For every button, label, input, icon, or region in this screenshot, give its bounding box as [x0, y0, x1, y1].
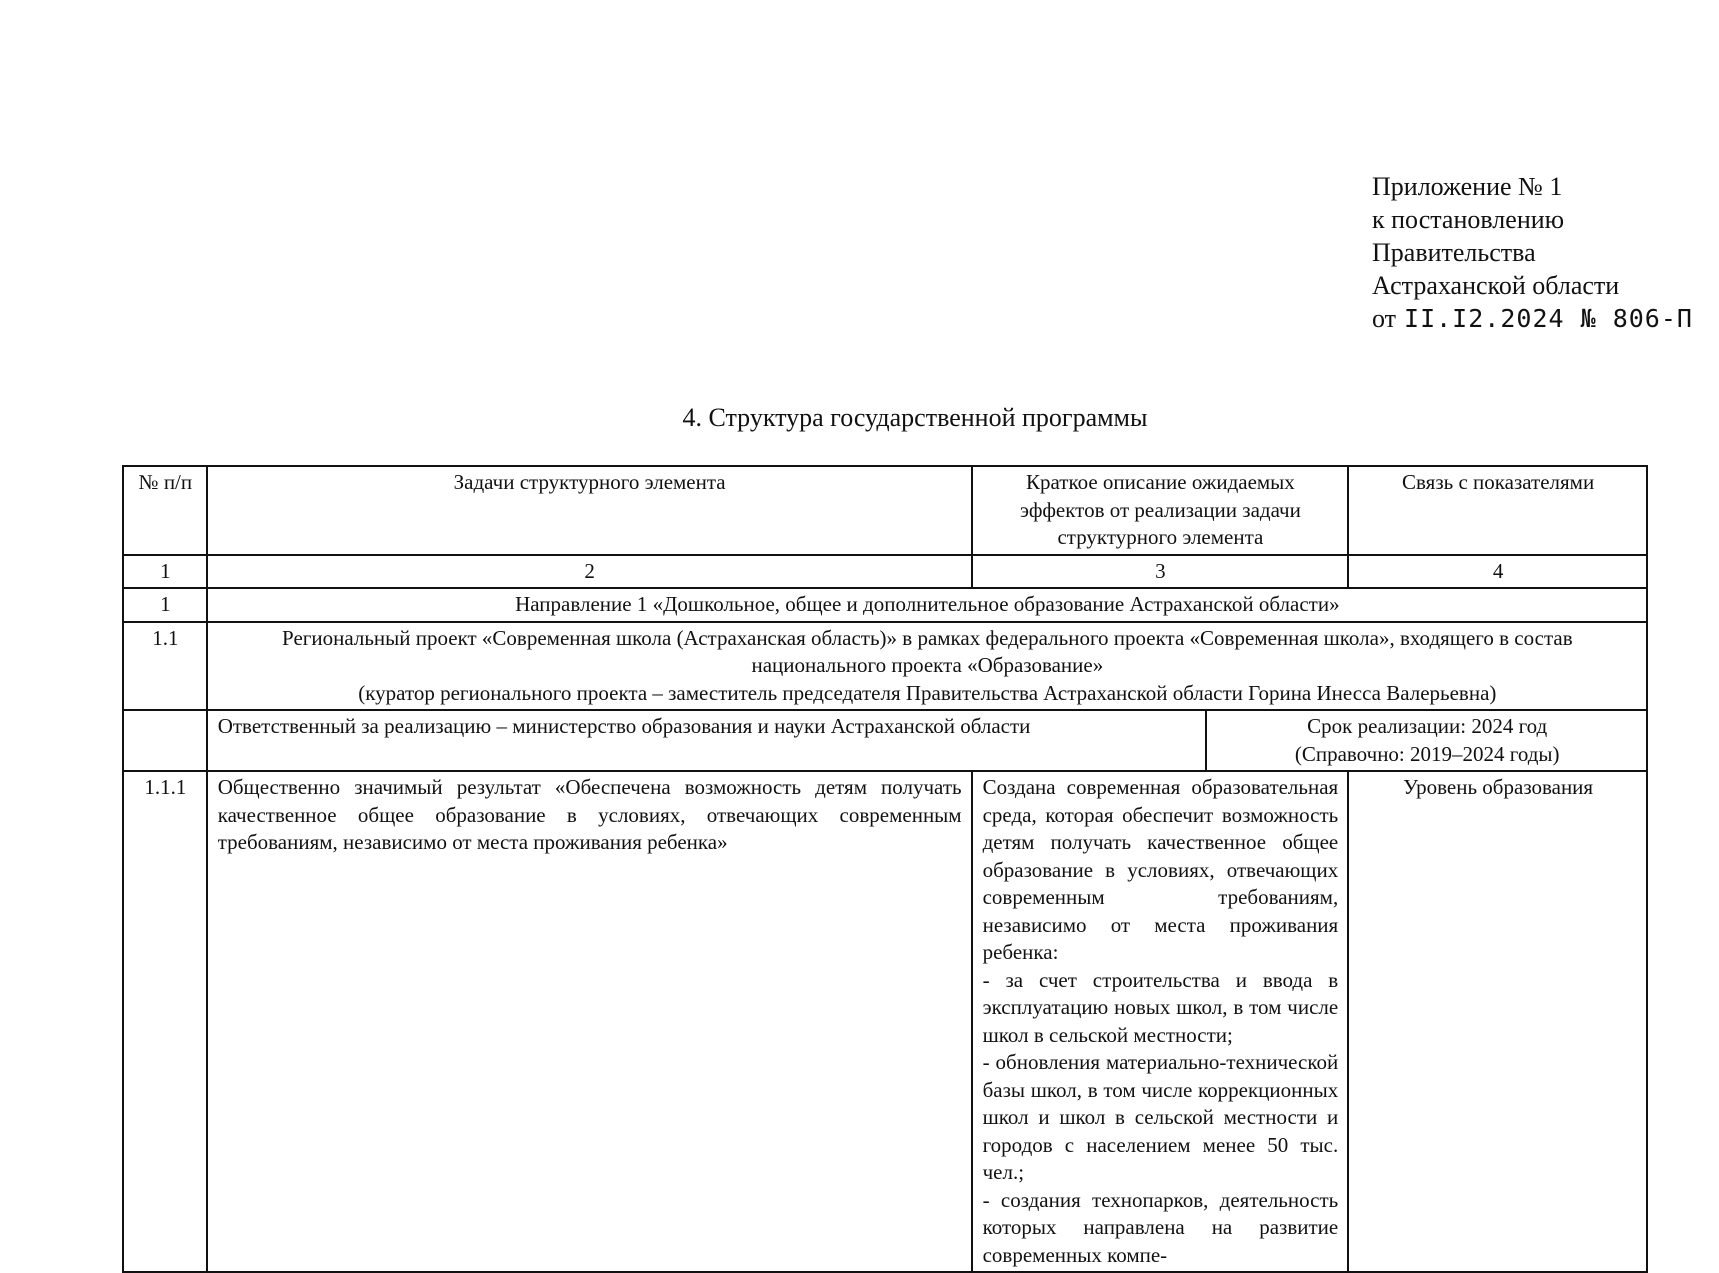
appendix-date-stamp: II.I2.2024 № 806-П [1404, 304, 1693, 333]
responsible-row [123, 710, 1647, 771]
appendix-date-line [1372, 302, 1693, 335]
result-num: 1.1.1 [123, 771, 207, 1272]
responsible-text: Ответственный за реализацию – министерство образования и науки Астраханской области [207, 710, 1207, 771]
header-effects: Краткое описание ожидаемых эффектов от реализации задачи структурного элемента [972, 466, 1349, 555]
project-curator: (куратор регионального проекта – заместитель председателя Правительства Астраханской области Горина Инесса Валерьевна) [358, 680, 1497, 705]
table-header-row [123, 466, 1647, 555]
result-effect: Создана современная образовательная среда, которая обеспечит возможность детям получать качественное общее образование в условиях, отвечающих современным требованиям, независимо от места проживания ребенка: - за счет строительства и ввода в эксплуатацию новых школ, в том числе школ в сельской местности; - обновления материально-технической базы школ, в том числе коррекционных школ и школ в сельской местности и городов с населением менее 50 тыс. чел.; - создания технопарков, деятельность которых направлена на развитие современных компе- [972, 771, 1349, 1272]
appendix-line-1: Приложение № 1 [1372, 172, 1563, 201]
appendix-block [1372, 170, 1693, 335]
program-structure-table [122, 465, 1648, 1273]
col-number-4: 4 [1348, 555, 1647, 589]
section-title: 4. Структура государственной программы [682, 403, 1148, 432]
result-task: Общественно значимый результат «Обеспечена возможность детям получать качественное общее образование в условиях, отвечающих современным требованиям, независимо от места проживания ребенка» [207, 771, 972, 1272]
term-reference: (Справочно: 2019–2024 годы) [1294, 741, 1560, 766]
header-num: № п/п [123, 466, 207, 555]
result-indicator: Уровень образования [1348, 771, 1647, 1272]
project-text: Региональный проект «Современная школа (Астраханская область)» в рамках федерального проекта «Современная школа», входящего в состав национального проекта «Образование» [282, 625, 1573, 677]
direction-text: Направление 1 «Дошкольное, общее и дополнительное образование Астраханской области» [207, 588, 1647, 622]
header-tasks: Задачи структурного элемента [207, 466, 972, 555]
appendix-line-3: Правительства [1372, 238, 1536, 267]
term-cell [1206, 710, 1647, 771]
project-cell [207, 622, 1647, 711]
appendix-line-2: к постановлению [1372, 205, 1565, 234]
direction-num: 1 [123, 588, 207, 622]
col-number-3: 3 [972, 555, 1349, 589]
responsible-num-empty [123, 710, 207, 771]
column-numbers-row [123, 555, 1647, 589]
project-num: 1.1 [123, 622, 207, 711]
table-row [123, 771, 1647, 1272]
appendix-line-4: Астраханской области [1372, 271, 1620, 300]
col-number-2: 2 [207, 555, 972, 589]
col-number-1: 1 [123, 555, 207, 589]
appendix-date-prefix: от [1372, 304, 1397, 333]
direction-row [123, 588, 1647, 622]
project-row [123, 622, 1647, 711]
term-text: Срок реализации: 2024 год [1307, 714, 1548, 738]
header-link: Связь с показателями [1348, 466, 1647, 555]
